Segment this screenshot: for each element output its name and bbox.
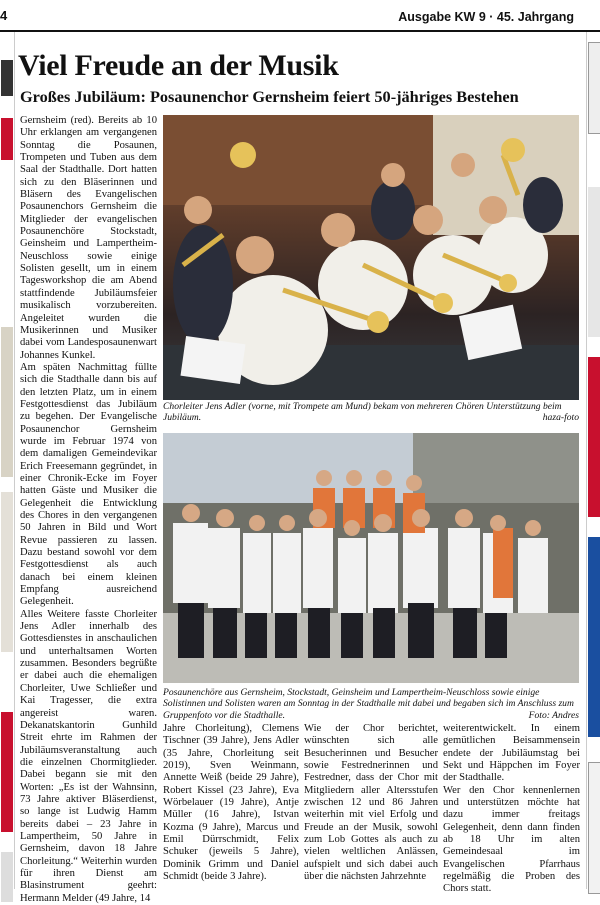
- group-photo: [163, 433, 579, 683]
- left-margin-strip: [0, 32, 15, 889]
- caption-text: Posaunenchöre aus Gernsheim, Stockstadt, Geinsheim und Lampertheim-Neuschloss sowie einige Solistinnen und Solisten waren am Sonntag in der Stadthalle mit dabei und begaben sich im Anschluss zum Gruppenfoto vor die Stadthalle.: [163, 687, 574, 721]
- ad-fragment: [1, 712, 13, 832]
- brass-rehearsal-illustration: [163, 115, 579, 400]
- ad-fragment: [588, 762, 600, 894]
- group-photo-illustration: [163, 433, 579, 683]
- brass-rehearsal-photo: [163, 115, 579, 400]
- paragraph: weiterentwickelt. In einem gemütlichen Beisammensein endete der Jubiläumstag bei Sekt und Häppchen im Foyer der Stadthalle.: [443, 723, 580, 784]
- paragraph: Am späten Nachmittag füllte sich die Stadthalle dann bis auf den letzten Platz, um in einem Festgottesdienst das Jubiläum zu begehen. Der Evangelische Posaunenchor Gernsheim wurde im Februar 1974 von dem damaligen Gemeindevikar Erich Freesemann gegründet, in einer Chronik-Ecke im Foyer hatten Gäste und Musiker die Gelegenheit die Entwicklung des Chores in den vergangenen 50 Jahren in Bild und Wort Revue passieren zu lassen. Dazu bestand sowohl vor dem Festgottesdienst als auch danach bei einem kleinen Empfang ausreichend Gelegenheit.: [20, 361, 157, 608]
- article-column-1: [20, 115, 157, 905]
- paragraph: Alles Weitere fasste Chorleiter Jens Adler innerhalb des Gottesdienstes in anschaulichen und unterhaltsamen Worten zusammen. Besonders begrüßte er dabei auch die ehemaligen Chorleiter, Uwe Schließer und Kai Tragesser, die extra angereist waren. Dekanatskantorin Gunhild Streit ehrte im Rahmen der Jubiläumsveranstaltung auch die einzelnen Chormitglieder. Dabei begann sie mit den Worten: „Es ist der Wahnsinn, 73 Jahre aktiver Bläserdienst, so lange ist Ludwig Hamm bereits dabei – 23 Jahre in Lampertheim, 50 Jahre in Gernsheim, davon 18 Jahre Chorleitung.“ Weiterhin wurden für ihren Dienst am Blasinstrument geehrt: Hermann Melder (49 Jahre, 14: [20, 608, 157, 904]
- article-subtitle: Großes Jubiläum: Posaunenchor Gernsheim feiert 50-jähriges Bestehen: [20, 87, 519, 106]
- ad-fragment: [588, 187, 600, 337]
- article-column-2: [163, 723, 299, 883]
- article-column-4: [443, 723, 580, 896]
- photo-credit: Foto: Andres: [528, 709, 579, 721]
- ad-fragment: [1, 852, 13, 902]
- article-title: Viel Freude an der Musik: [18, 49, 339, 82]
- ad-fragment: [1, 327, 13, 477]
- ad-fragment: [588, 537, 600, 737]
- paragraph: Jahre Chorleitung), Clemens Tischner (39 Jahre), Jens Adler (35 Jahre, Chorleitung seit 2019), Sven Weinmann, Annette Weiß (beide 29 Jahre), Robert Kissel (23 Jahre), Eva Wörbelauer (19 Jahre), Antje Müller (16 Jahre), Istvan Kozma (9 Jahre), Marcus und Emil Dürrschmidt, Felix Schuker (jeweils 5 Jahre), Dominik Grimm und Daniel Schmidt (beide 3 Jahre).: [163, 723, 299, 883]
- page-header: [0, 0, 600, 32]
- ad-fragment: [588, 357, 600, 517]
- paragraph: Gernsheim (red). Bereits ab 10 Uhr erklangen am vergangenen Sonntag die Posaunen, Trompeten und Tuben aus dem Saal der Stadthalle. Dort hatten sich zu den Bläserinnen und Bläsern des Evangelischen Posaunenchors Gernsheim die Mitglieder der evangelischen Posaunenchöre Stockstadt, Geinsheim und Lampertheim-Neuschloss sowie einige Solisten gesellt, um in einem Tagesworkshop die am Abend stattfindende Jubiläumsfeier musikalisch vorzubereiten. Angeleitet wurden die Musikerinnen und Musiker dabei vom Landesposaunenwart Johannes Kunkel.: [20, 115, 157, 361]
- photo-caption-1: [163, 401, 579, 424]
- ad-fragment: [1, 60, 13, 96]
- edition-info: Ausgabe KW 9 · 45. Jahrgang: [398, 10, 574, 24]
- page-number: 4: [0, 8, 8, 23]
- ad-fragment: [1, 118, 13, 160]
- right-margin-strip: [586, 32, 600, 889]
- photo-caption-2: [163, 687, 579, 721]
- ad-fragment: [1, 492, 13, 652]
- paragraph: Wer den Chor kennenlernen und unterstützen möchte hat dazu immer freitags Gelegenheit, denn dann finden ab 18 Uhr im alten Gemeindesaal im Evangelischen Pfarrhaus regelmäßig die Proben des Chors statt.: [443, 784, 580, 895]
- article-column-3: [304, 723, 438, 883]
- caption-text: Chorleiter Jens Adler (vorne, mit Trompete am Mund) bekam von mehreren Chören Unterstützung beim Jubiläum.: [163, 401, 562, 424]
- paragraph: Wie der Chor berichtet, wünschten sich alle Besucherinnen und Besucher sowie Festrednerinnen und Festredner, dass der Chor mit Mitgliedern aller Altersstufen zwischen 12 und 86 Jahren weiterhin mit viel Erfolg und Freude an der Musik, sowohl zum Lob Gottes als auch zu vielen weltlichen Anlässen, aufspielt und sich dabei auch über die nächsten Jahrzehnte: [304, 723, 438, 883]
- ad-fragment: [588, 42, 600, 134]
- photo-credit: haza-foto: [542, 412, 579, 424]
